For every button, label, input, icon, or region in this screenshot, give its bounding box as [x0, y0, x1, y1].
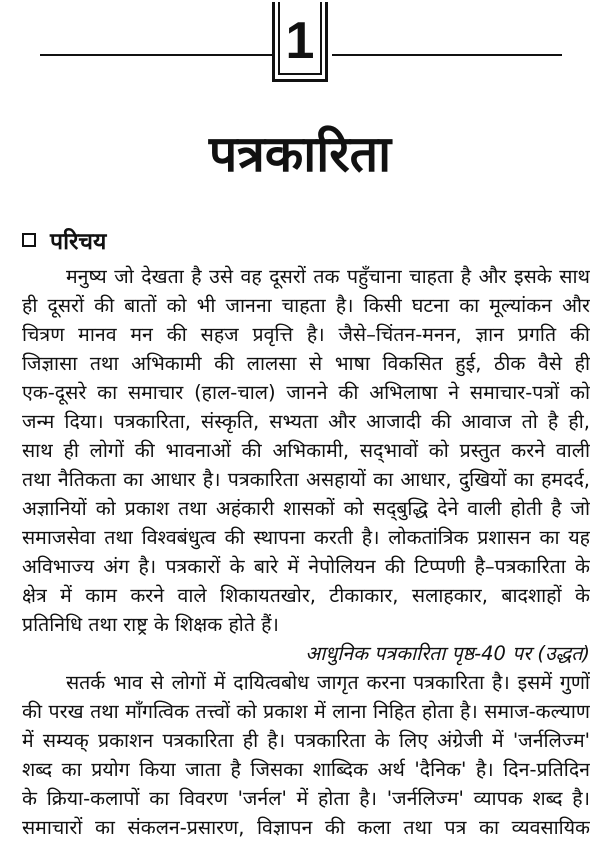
text-line: चित्रण मानव मन की सहज प्रवृत्ति है। जैसे–चिंतन-मनन, ज्ञान प्रगति की — [22, 323, 590, 346]
chapter-rule-left — [40, 54, 272, 56]
text-line: अविभाज्य अंग है। पत्रकारों के बारे में नेपोलियन की टिप्पणी है–पत्रकारिता के — [22, 555, 590, 578]
text-line: ही दूसरों की बातों को भी जानना चाहता है। किसी घटना का मूल्यांकन और — [22, 294, 590, 317]
text-line: अज्ञानियों को प्रकाश तथा अहंकारी शासकों को सद्‌बुद्धि देने वाली होती है जो — [22, 497, 590, 520]
text-line: की परख तथा माँगत्विक तत्त्वों को प्रकाश में लाना निहित होता है। समाज-कल्याण — [22, 700, 590, 723]
paragraph-1 — [22, 262, 590, 639]
chapter-number: 1 — [285, 11, 315, 70]
text-line: शब्द का प्रयोग किया जाता है जिसका शाब्दिक अर्थ 'दैनिक' है। दिन-प्रतिदिन — [22, 758, 590, 781]
text-line: में सम्यक्‌ प्रकाशन पत्रकारिता ही है। पत्रकारिता के लिए अंग्रेजी में 'जर्नलिज्म' — [22, 729, 590, 752]
text-line: एक-दूसरे का समाचार (हाल-चाल) जानने की अभिलाषा ने समाचार-पत्रों को — [22, 381, 590, 404]
section-heading — [22, 224, 106, 256]
chapter-number-box — [272, 2, 328, 82]
text-line: जन्म दिया। पत्रकारिता, संस्कृति, सभ्यता और आजादी की आवाज तो है ही, — [22, 410, 590, 433]
text-line: जिज्ञासा तथा अभिकामी की लालसा से भाषा विकसित हुई, ठीक वैसे ही — [22, 352, 590, 375]
citation-text: आधुनिक पत्रकारिता पृष्ठ-40 पर (उद्धत) — [305, 642, 590, 665]
text-line: मनुष्य जो देखता है उसे वह दूसरों तक पहुँचाना चाहता है और इसके साथ — [66, 265, 590, 288]
chapter-rule-right — [332, 54, 562, 56]
citation — [22, 639, 590, 668]
text-line: समाजसेवा तथा विश्वबंधुत्व की स्थापना करती है। लोकतांत्रिक प्रशासन का यह — [22, 526, 590, 549]
text-line: तथा नैतिकता का आधार है। पत्रकारिता असहायों का आधार, दुखियों का हमदर्द, — [22, 468, 590, 491]
text-line: साथ ही लोगों की भावनाओं की अभिकामी, सद्‌भावों को प्रस्तुत करने वाली — [22, 439, 590, 462]
text-line: समाचारों का संकलन-प्रसारण, विज्ञापन की कला तथा पत्र का व्यवसायिक — [22, 816, 590, 839]
text-line: प्रतिनिधि तथा राष्ट्र के शिक्षक होते हैं। — [22, 613, 279, 636]
chapter-title: पत्रकारिता — [208, 125, 392, 183]
paragraph-2 — [22, 668, 590, 842]
text-line: क्षेत्र में काम करने वाले शिकायतखोर, टीकाकार, सलाहकार, बादशाहों के — [22, 584, 590, 607]
text-line: सतर्क भाव से लोगों में दायित्वबोध जागृत करना पत्रकारिता है। इसमें गुणों — [66, 671, 590, 694]
checkbox-square-icon — [22, 233, 36, 247]
text-line: के क्रिया-कलापों का विवरण 'जर्नल' में होता है। 'जर्नलिज्म' व्यापक शब्द है। — [22, 787, 590, 810]
section-heading-text: परिचय — [50, 229, 107, 255]
